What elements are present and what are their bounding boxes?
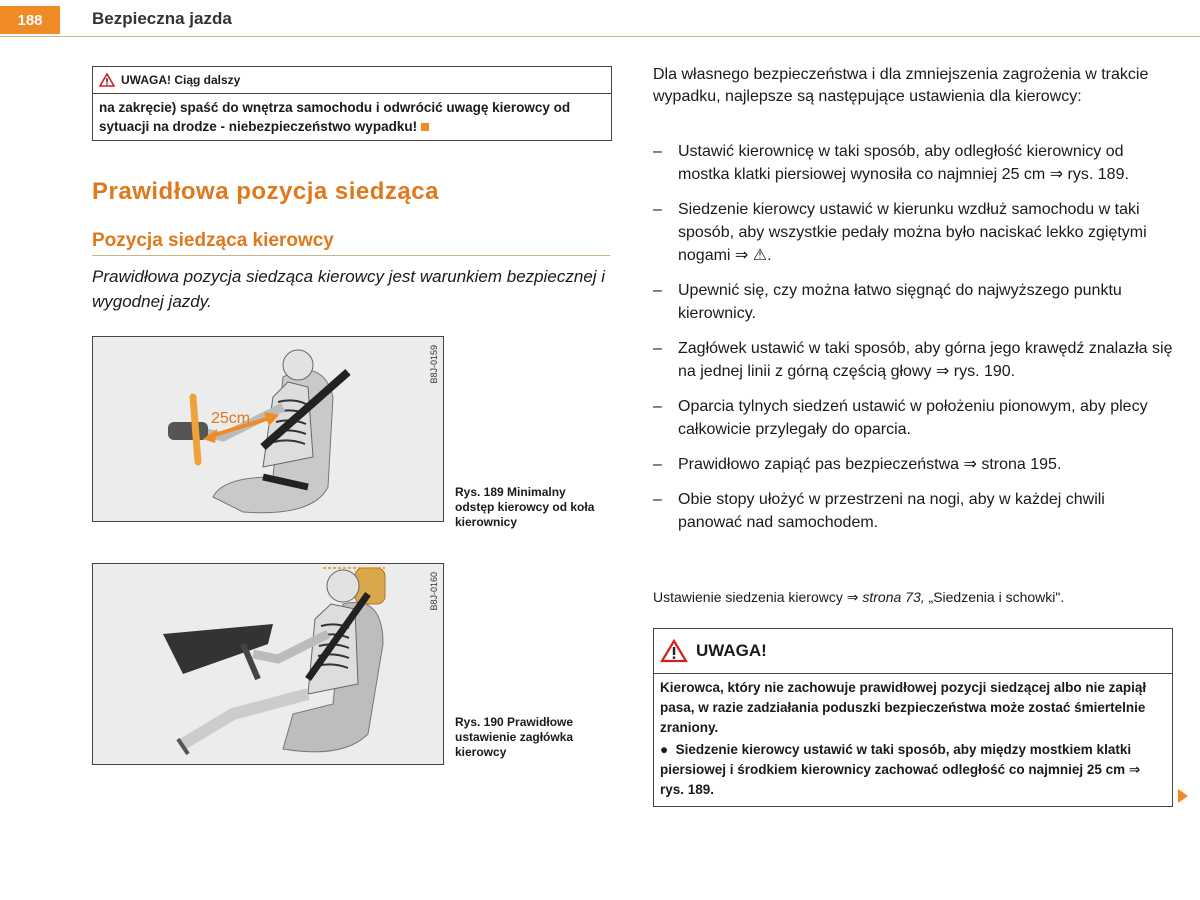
bullet-dot-icon: ● bbox=[660, 742, 676, 757]
lead-text: Prawidłowa pozycja siedząca kierowcy jest warunkiem bezpiecznej i wygodnej jazdy. bbox=[92, 267, 606, 311]
caption-label: Rys. 189 bbox=[455, 485, 504, 499]
caption-text: Minimalny odstęp kierowcy od koła kierownicy bbox=[455, 485, 595, 529]
headrest-illustration bbox=[93, 564, 423, 764]
intro-text: Dla własnego bezpieczeństwa i dla zmniejszenia zagrożenia w trakcie wypadku, najlepsze są następujące ustawienia dla kierowcy: bbox=[653, 66, 1149, 105]
figure-code: B8J-0160 bbox=[429, 572, 439, 611]
warning-continued-body bbox=[93, 94, 611, 140]
warning-bullet bbox=[660, 740, 1166, 800]
reference-suffix: „Siedzenia i schowki". bbox=[924, 589, 1065, 605]
figure-189 bbox=[92, 336, 444, 522]
caption-label: Rys. 190 bbox=[455, 715, 504, 729]
warning-bullet-text: Siedzenie kierowcy ustawić w taki sposób, aby między mostkiem klatki piersiowej i środkiem kierownicy zachować odległość co najmniej 25 cm ⇒ rys. 189. bbox=[660, 742, 1141, 797]
warning-triangle-icon bbox=[99, 73, 115, 87]
distance-label: 25cm bbox=[211, 410, 251, 427]
reference-link[interactable]: strona 73, bbox=[862, 589, 925, 605]
warning-continued-title: UWAGA! Ciąg dalszy bbox=[121, 73, 241, 87]
driver-distance-illustration bbox=[93, 337, 423, 521]
end-marker-icon bbox=[421, 123, 429, 131]
seat-reference bbox=[653, 589, 1173, 606]
list-item: – Ustawić kierownicę w taki sposób, aby odległość kierownicy od mostka klatki piersiowej wynosiła co najmniej 25 cm ⇒ rys. 189. bbox=[653, 140, 1173, 186]
warning-continued-box bbox=[92, 66, 612, 141]
warning-triangle-icon bbox=[660, 639, 688, 663]
page-number: 188 bbox=[0, 6, 60, 34]
list-item: – Upewnić się, czy można łatwo sięgnąć do najwyższego punktu kierownicy. bbox=[653, 279, 1173, 325]
warning-body bbox=[654, 674, 1172, 806]
figure-189-caption bbox=[455, 485, 605, 530]
warning-continued-text: na zakręcie) spaść do wnętrza samochodu i odwrócić uwagę kierowcy od sytuacji na drodze - niebezpieczeństwo wypadku! bbox=[99, 100, 571, 134]
continue-arrow-icon bbox=[1178, 789, 1188, 803]
warning-box bbox=[653, 628, 1173, 807]
warning-continued-header bbox=[93, 67, 611, 94]
page-header bbox=[0, 0, 1200, 37]
reference-prefix: Ustawienie siedzenia kierowcy ⇒ bbox=[653, 589, 863, 605]
warning-header bbox=[654, 629, 1172, 674]
figure-190 bbox=[92, 563, 444, 765]
section-title: Bezpieczna jazda bbox=[92, 9, 232, 28]
list-item: – Prawidłowo zapiąć pas bezpieczeństwa ⇒ strona 195. bbox=[653, 453, 1173, 476]
list-item: – Obie stopy ułożyć w przestrzeni na nogi, aby w każdej chwili panować nad samochodem. bbox=[653, 488, 1173, 534]
figure-code: B8J-0159 bbox=[429, 345, 439, 384]
list-item: – Siedzenie kierowcy ustawić w kierunku wzdłuż samochodu w taki sposób, aby wszystkie pedały można było naciskać lekko zgiętymi nogami ⇒ ⚠. bbox=[653, 198, 1173, 267]
sub-heading: Pozycja siedząca kierowcy bbox=[92, 230, 610, 256]
warning-paragraph: Kierowca, który nie zachowuje prawidłowej pozycji siedzącej albo nie zapiął pasa, w razie zadziałania poduszki bezpieczeństwa może zostać śmiertelnie zraniony. bbox=[660, 680, 1147, 735]
caption-text: Prawidłowe ustawienie zagłówka kierowcy bbox=[455, 715, 574, 759]
warning-title: UWAGA! bbox=[696, 641, 767, 660]
list-item: – Zagłówek ustawić w taki sposób, aby górna jego krawędź znalazła się na jednej linii z górną częścią głowy ⇒ rys. 190. bbox=[653, 337, 1173, 383]
figure-190-caption bbox=[455, 715, 605, 760]
settings-list bbox=[653, 140, 1173, 546]
list-item: – Oparcia tylnych siedzeń ustawić w położeniu pionowym, aby plecy całkowicie przylegały do oparcia. bbox=[653, 395, 1173, 441]
main-heading: Prawidłowa pozycja siedząca bbox=[92, 178, 439, 205]
